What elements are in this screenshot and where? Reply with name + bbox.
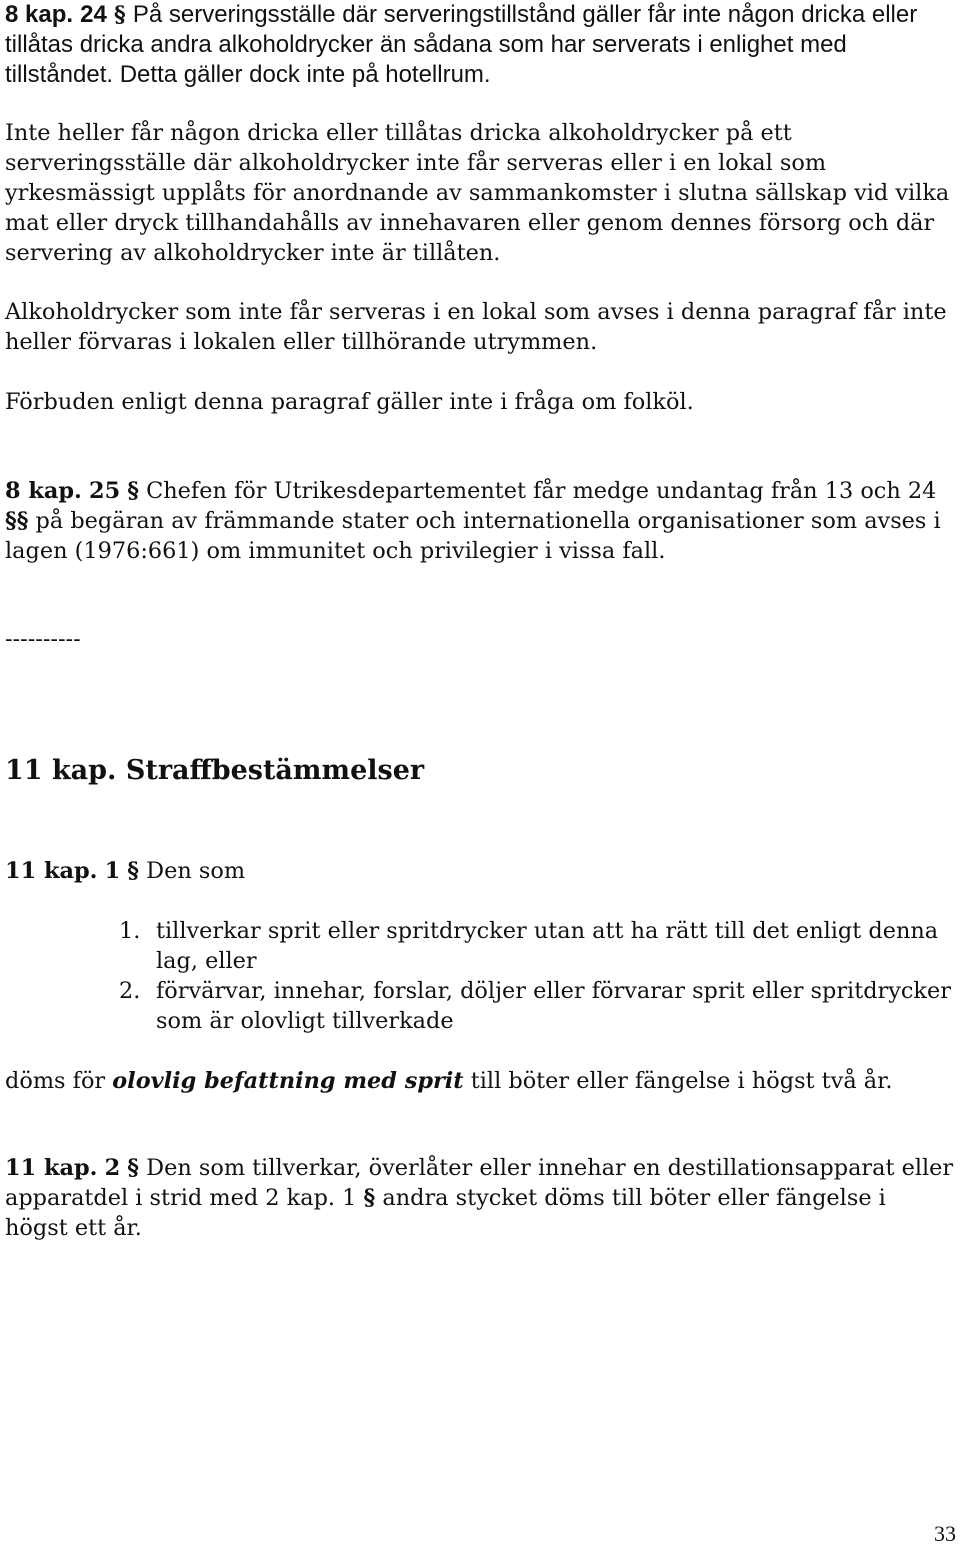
paragraph-8-24-second: Inte heller får någon dricka eller tillåtas dricka alkoholdrycker på ett serveringsställe där alkoholdrycker inte får serveras eller i en lokal som yrkesmässigt upplåts för anordnande av sammankomster i slutna sällskap vid vilka mat eller dryck tillhandahålls av innehavaren eller genom dennes försorg och där servering av alkoholdrycker inte är tillåten. [5,120,950,266]
section-sign: § [127,478,139,504]
paragraph-text-continued: på begäran av främmande stater och internationella organisationer som avses i lagen (1976:661) om immunitet och privilegier i vissa fall. [5,508,941,564]
intro-text: Den som [146,858,246,884]
paragraph-11-1 [5,856,955,1096]
section-sign: § [127,858,139,884]
penalty-line [5,1066,955,1096]
list-item-number: 2. [119,978,141,1004]
section-ref-num: 24 [80,1,107,28]
paragraph-intro [5,856,955,886]
penalty-pre: döms för [5,1068,106,1094]
section-ref-num: 2 [104,1155,121,1181]
paragraph-8-24-fourth: Förbuden enligt denna paragraf gäller inte i fråga om folköl. [5,389,694,415]
section-sign: § [127,1155,139,1181]
section-sign-double: §§ [5,508,29,534]
section-sign: § [114,2,126,28]
page-number: 33 [934,1521,956,1546]
paragraph-11-2 [5,1153,955,1243]
list-item [5,916,955,976]
offence-term: olovlig befattning med sprit [112,1068,464,1094]
numbered-list [5,916,955,1036]
penalty-post: till böter eller fängelse i högst två år. [470,1068,893,1094]
section-ref-num: 1 [104,858,121,884]
paragraph-text: På serveringsställe där serveringstillstånd gäller får inte någon dricka eller tillåtas dricka andra alkoholdrycker än sådana som har serverats i enlighet med tillståndet. Detta gäller dock inte på hotellrum. [5,1,918,88]
section-ref-kap: 11 kap. [5,1155,98,1181]
list-item-text: tillverkar sprit eller spritdrycker utan att ha rätt till det enligt denna lag, eller [156,918,939,974]
list-item [5,976,955,1036]
paragraph-8-24-third: Alkoholdrycker som inte får serveras i en lokal som avses i denna paragraf får inte heller förvaras i lokalen eller tillhörande utrymmen. [5,299,947,355]
section-ref-kap: 8 kap. [5,478,82,504]
section-ref-num: 25 [88,478,121,504]
section-ref-kap: 11 kap. [5,858,98,884]
section-ref-kap: 8 kap. [5,1,74,28]
list-item-number: 1. [119,918,141,944]
paragraph-8-24 [5,0,955,90]
list-item-text: förvärvar, innehar, forslar, döljer eller förvarar sprit eller spritdrycker som är olovligt tillverkade [156,978,951,1034]
paragraph-text: Chefen för Utrikesdepartementet får medge undantag från 13 och 24 [146,478,937,504]
paragraph-text: Den som tillverkar, överlåter eller innehar en destillationsapparat eller apparatdel i strid med 2 kap. 1 [5,1155,954,1211]
paragraph-8-25 [5,476,955,566]
paragraph-text-continued: andra stycket döms till böter eller fängelse i högst ett år. [5,1185,886,1241]
chapter-heading: 11 kap. Straffbestämmelser [5,755,425,786]
section-sign: § [363,1185,376,1211]
divider: ---------- [5,626,81,652]
